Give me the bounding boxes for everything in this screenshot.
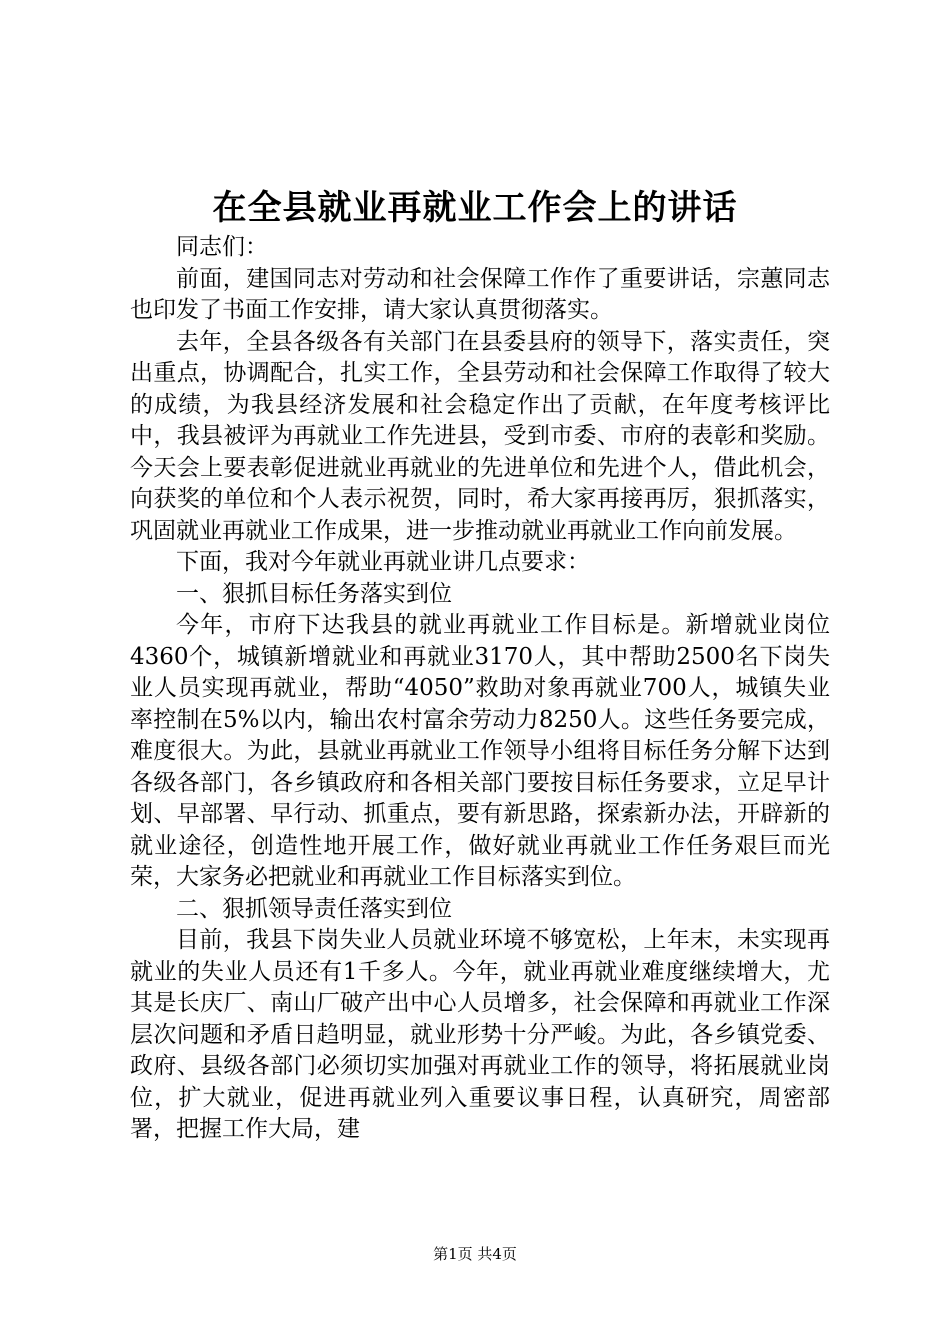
salutation: 同志们：	[176, 234, 268, 260]
body-paragraph: 目前，我县下岗失业人员就业环境不够宽松，上年末，未实现再就业的失业人员还有1千多人。今年，就业再就业难度继续增大，尤其是长庆厂、南山厂破产出中心人员增多，社会保障和再就业工作深层次问题和矛盾日趋明显，就业形势十分严峻。为此，各乡镇党委、政府、县级各部门必须切实加强对再就业工作的领导，将拓展就业岗位，扩大就业，促进再就业列入重要议事日程，认真研究，周密部署，把握工作大局，建	[130, 927, 830, 1142]
page-footer: 第1页 共4页	[433, 1245, 517, 1263]
body-paragraph: 下面，我对今年就业再就业讲几点要求：	[176, 549, 590, 575]
body-paragraph: 去年，全县各级各有关部门在县委县府的领导下，落实责任，突出重点，协调配合，扎实工作，全县劳动和社会保障工作取得了较大的成绩，为我县经济发展和社会稳定作出了贡献，在年度考核评比中，我县被评为再就业工作先进县，受到市委、市府的表彰和奖励。今天会上要表彰促进就业再就业的先进单位和先进个人，借此机会，向获奖的单位和个人表示祝贺，同时，希大家再接再厉，狠抓落实，巩固就业再就业工作成果，进一步推动就业再就业工作向前发展。	[130, 328, 830, 544]
body-paragraph: 前面，建国同志对劳动和社会保障工作作了重要讲话，宗蕙同志也印发了书面工作安排，请大家认真贯彻落实。	[130, 265, 830, 323]
document-body	[130, 232, 830, 1146]
section-heading: 二、狠抓领导责任落实到位	[176, 895, 452, 922]
document-title: 在全县就业再就业工作会上的讲话	[212, 188, 738, 228]
body-paragraph: 今年，市府下达我县的就业再就业工作目标是。新增就业岗位4360个，城镇新增就业和再就业3170人，其中帮助2500名下岗失业人员实现再就业，帮助“4050”救助对象再就业700人，城镇失业率控制在5%以内，输出农村富余劳动力8250人。这些任务要完成，难度很大。为此，县就业再就业工作领导小组将目标任务分解下达到各级各部门，各乡镇政府和各相关部门要按目标任务要求，立足早计划、早部署、早行动、抓重点，要有新思路，探索新办法，开辟新的就业途径，创造性地开展工作，做好就业再就业工作任务艰巨而光荣，大家务必把就业和再就业工作目标落实到位。	[130, 612, 830, 890]
section-heading: 一、狠抓目标任务落实到位	[176, 580, 452, 607]
